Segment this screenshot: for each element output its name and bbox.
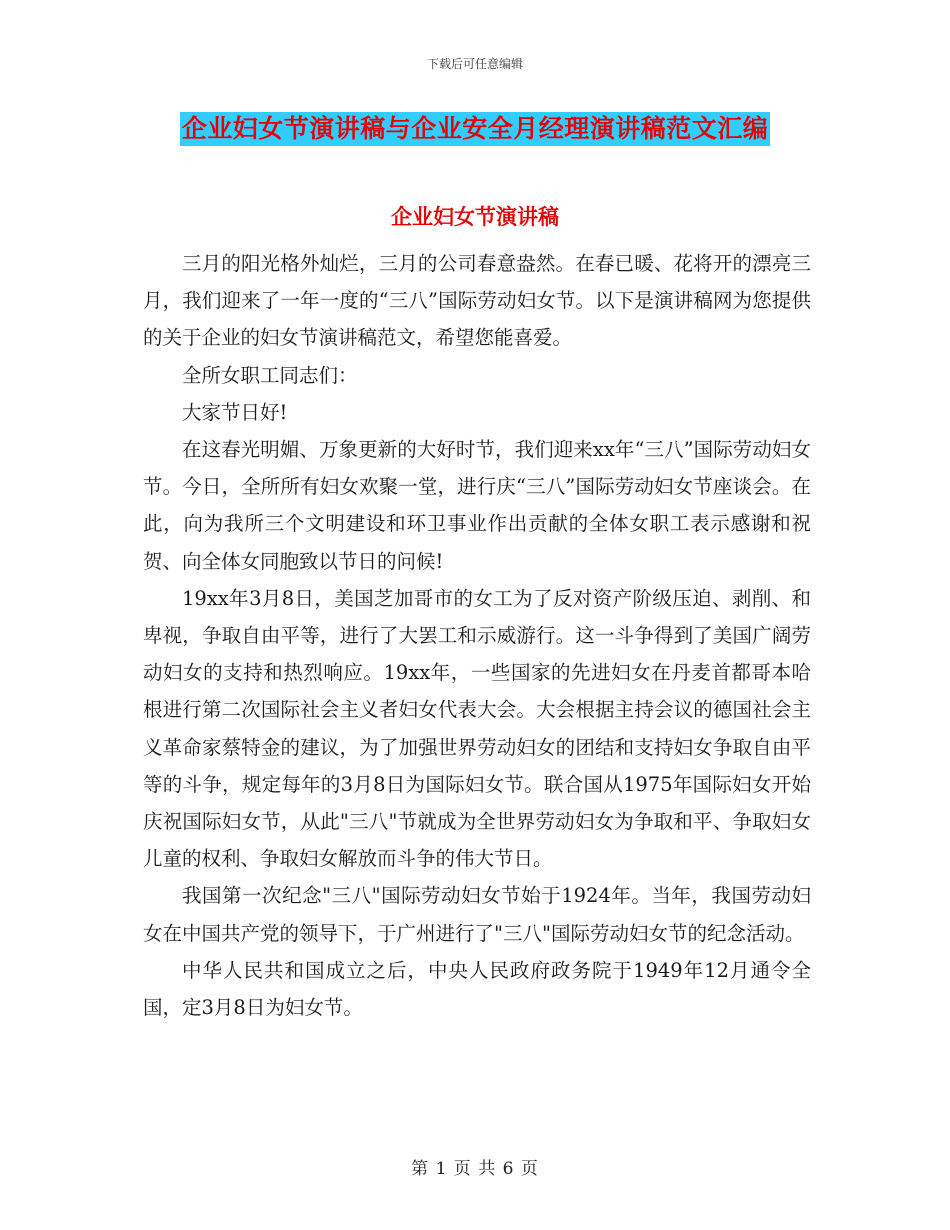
paragraph: 全所女职工同志们： bbox=[182, 363, 358, 387]
paragraph: 19xx年3月8日，美国芝加哥市的女工为了反对资产阶级压迫、剥削、和卑视，争取自由平等，进行了大罢工和示威游行。这一斗争得到了美国广阔劳动妇女的支持和热烈响应。19xx年，一些国家的先进妇女在丹麦首都哥本哈根进行第二次国际社会主义者妇女代表大会。大会根据主持会议的德国社会主义革命家蔡特金的建议，为了加强世界劳动妇女的团结和支持妇女争取自由平等的斗争，规定每年的3月8日为国际妇女节。联合国从1975年国际妇女开始庆祝国际妇女节，从此"三八"节就成为全世界劳动妇女为争取和平、争取妇女儿童的权利、争取妇女解放而斗争的伟大节日。 bbox=[143, 586, 811, 871]
main-title: 企业妇女节演讲稿与企业安全月经理演讲稿范文汇编 bbox=[180, 112, 771, 146]
paragraph: 大家节日好! bbox=[182, 400, 288, 424]
document-body bbox=[143, 245, 811, 1026]
sub-title: 企业妇女节演讲稿 bbox=[391, 204, 559, 229]
paragraph: 中华人民共和国成立之后，中央人民政府政务院于1949年12月通令全国，定3月8日为妇女节。 bbox=[143, 958, 811, 1020]
paragraph: 三月的阳光格外灿烂，三月的公司春意盎然。在春已暖、花将开的漂亮三月，我们迎来了一年一度的“三八”国际劳动妇女节。以下是演讲稿网为您提供的关于企业的妇女节演讲稿范文，希望您能喜爱。 bbox=[143, 252, 811, 350]
paragraph: 我国第一次纪念"三八"国际劳动妇女节始于1924年。当年，我国劳动妇女在中国共产党的领导下，于广州进行了"三八"国际劳动妇女节的纪念活动。 bbox=[143, 884, 811, 945]
paragraph: 在这春光明媚、万象更新的大好时节，我们迎来xx年“三八”国际劳动妇女节。今日，全所所有妇女欢聚一堂，进行庆“三八”国际劳动妇女节座谈会。在此，向为我所三个文明建设和环卫事业作出贡献的全体女职工表示感谢和祝贺、向全体女同胞致以节日的问候! bbox=[143, 438, 811, 573]
page-header-note: 下载后可任意编辑 bbox=[426, 57, 523, 71]
page-number-footer: 第 1 页 共 6 页 bbox=[411, 1159, 539, 1179]
main-title-container bbox=[0, 112, 950, 146]
